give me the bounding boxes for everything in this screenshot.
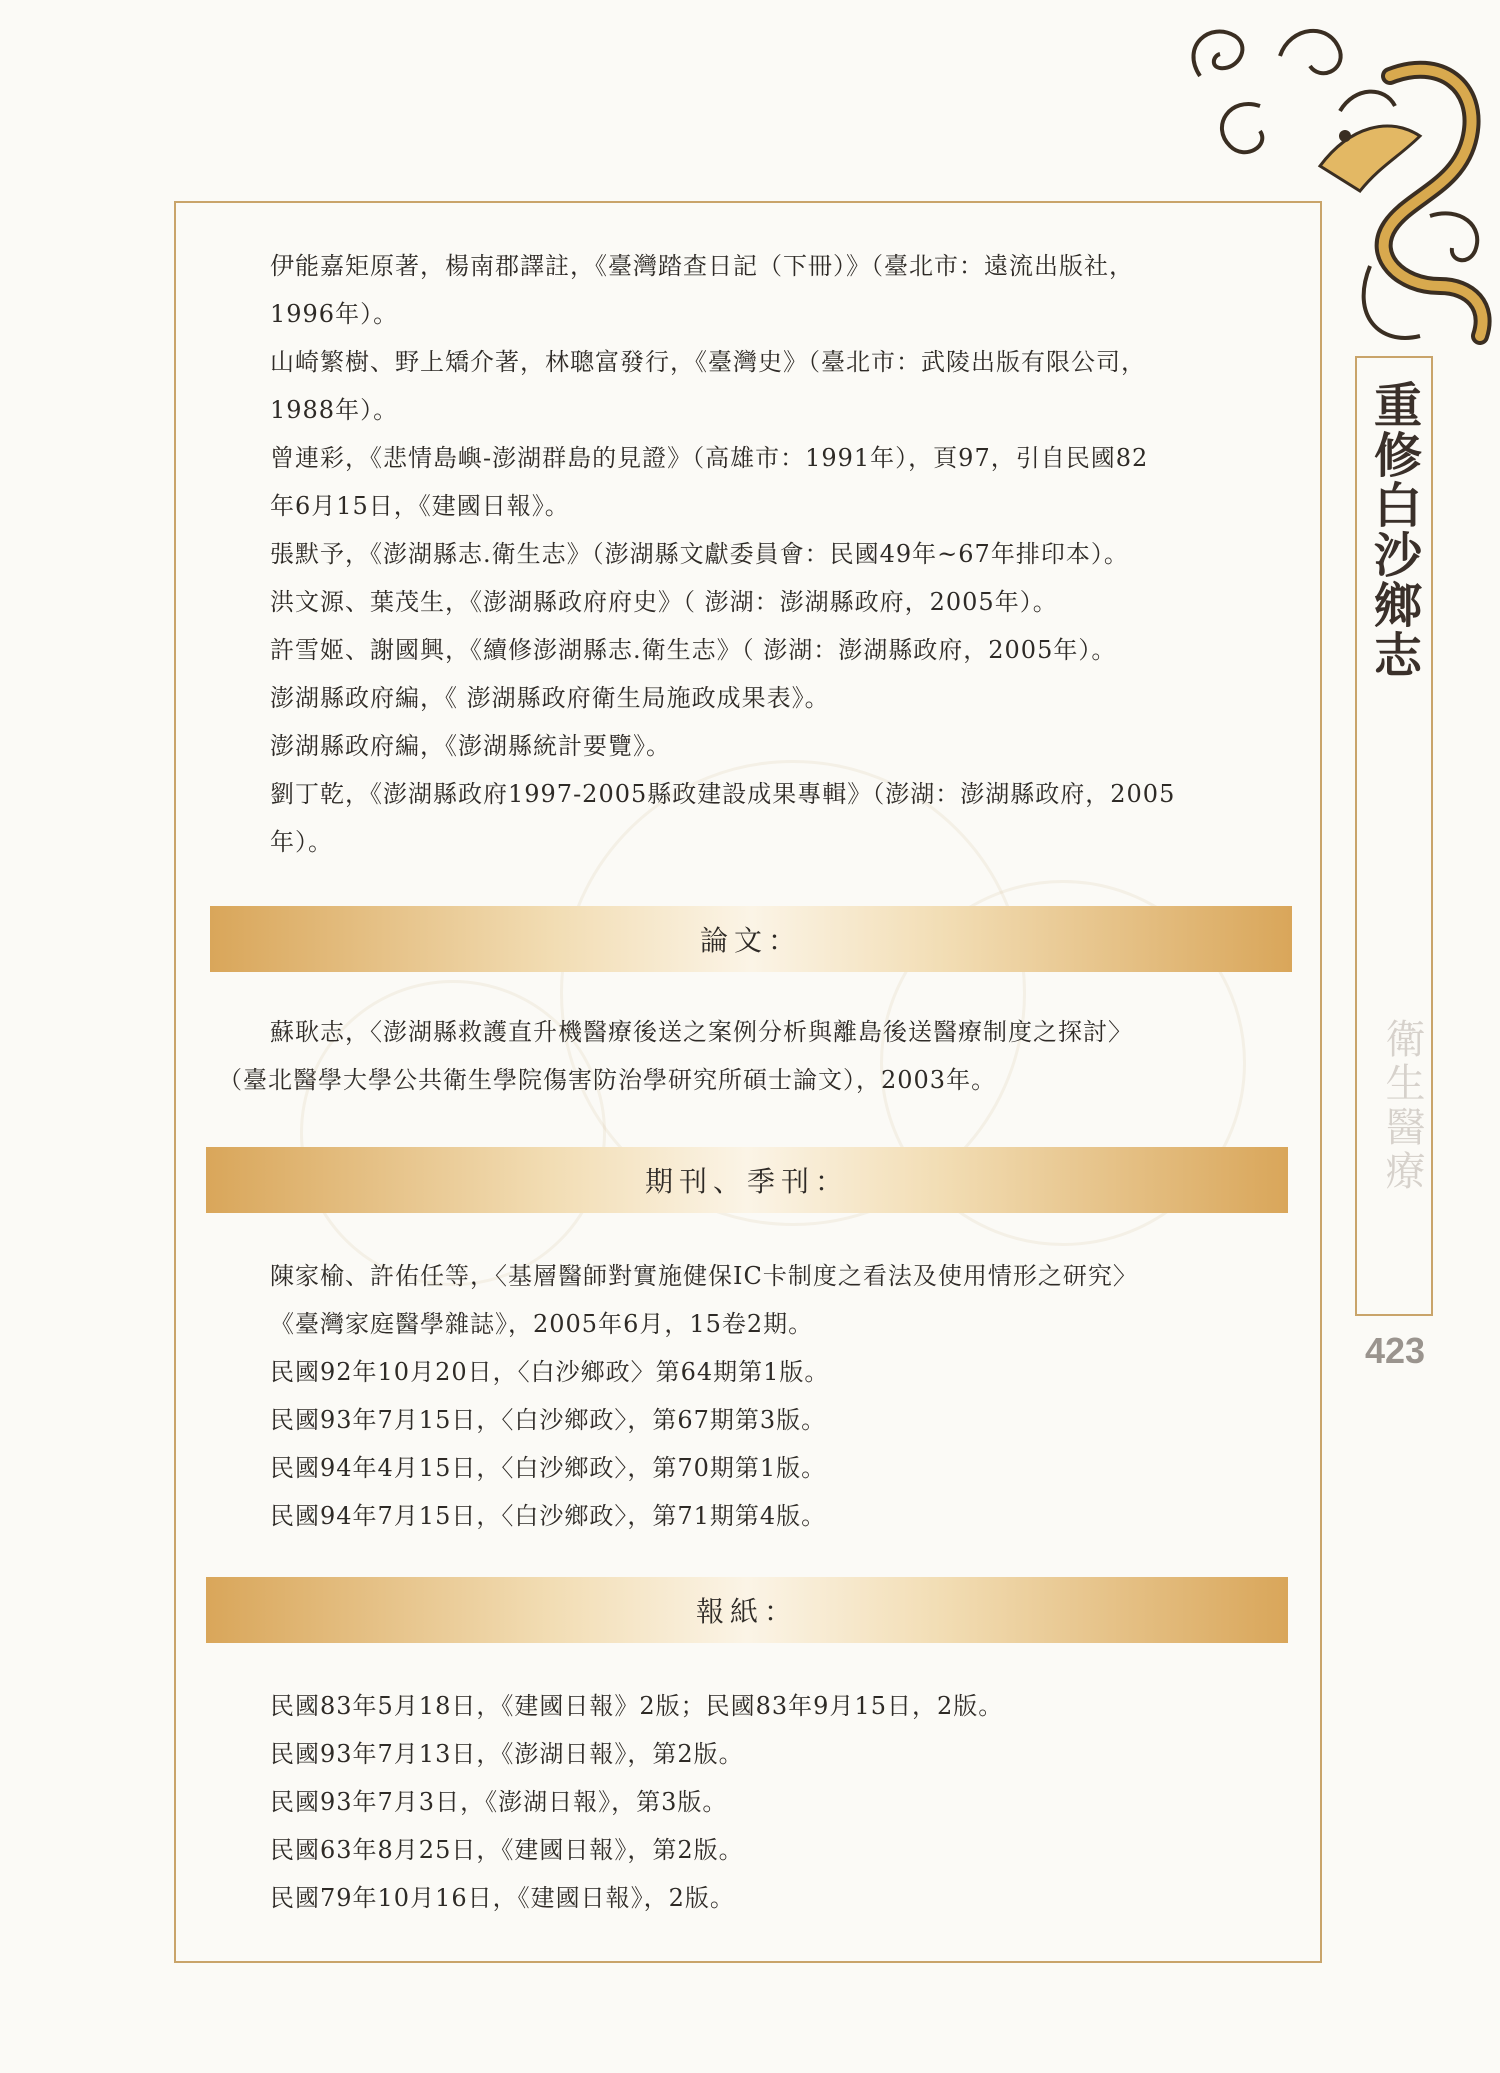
- section-heading-theses: 論文：: [210, 906, 1292, 972]
- book-entry: [270, 434, 1148, 530]
- entry-line: 劉丁乾，《澎湖縣政府1997-2005縣政建設成果專輯》（澎湖：澎湖縣政府，2005: [270, 780, 1176, 808]
- entry-line: 年）。: [270, 828, 333, 856]
- entry-line: 民國79年10月16日，《建國日報》，2版。: [270, 1884, 735, 1912]
- section-heading-newspapers: 報紙：: [206, 1577, 1288, 1643]
- entry-line: 曾連彩，《悲情島嶼-澎湖群島的見證》（高雄市：1991年），頁97，引自民國82: [270, 444, 1149, 472]
- page-number: 423: [1364, 1330, 1426, 1371]
- entry-line: 民國94年4月15日，〈白沙鄉政〉，第70期第1版。: [270, 1454, 827, 1482]
- entry-line: 民國94年7月15日，〈白沙鄉政〉，第71期第4版。: [270, 1502, 827, 1530]
- entry-line: 張默予，《澎湖縣志.衛生志》（澎湖縣文獻委員會：民國49年~67年排印本）。: [270, 540, 1129, 568]
- book-entry: [270, 770, 1175, 866]
- entry-line: 民國83年5月18日，《建國日報》2版；民國83年9月15日，2版。: [270, 1692, 1004, 1720]
- entry-line: 洪文源、葉茂生，《澎湖縣政府府史》（ 澎湖：澎湖縣政府，2005年）。: [270, 588, 1058, 616]
- entry-line: 伊能嘉矩原著，楊南郡譯註，《臺灣踏查日記（下冊）》（臺北市：遠流出版社，: [270, 252, 1134, 280]
- entry-line: 《臺灣家庭醫學雜誌》，2005年6月，15卷2期。: [270, 1310, 814, 1338]
- entry-line: 蘇耿志，〈澎湖縣救護直升機醫療後送之案例分析與離島後送醫療制度之探討〉: [270, 1018, 1133, 1046]
- dragon-ornament-icon: [1140, 16, 1500, 356]
- periodical-entry: [270, 1348, 829, 1396]
- entry-line: 民國93年7月15日，〈白沙鄉政〉，第67期第3版。: [270, 1406, 827, 1434]
- book-entry: [270, 626, 1116, 674]
- entry-line: 年6月15日，《建國日報》。: [270, 492, 570, 520]
- section-heading-periodicals: 期刊、季刊：: [206, 1147, 1288, 1213]
- book-title: 重修白沙鄉志: [1365, 380, 1422, 680]
- entry-line: 民國63年8月25日，《建國日報》，第2版。: [270, 1836, 744, 1864]
- book-entry: [270, 242, 1134, 338]
- newspaper-entry: [270, 1778, 727, 1826]
- entry-line: 民國93年7月3日，《澎湖日報》，第3版。: [270, 1788, 728, 1816]
- book-entry: [270, 530, 1129, 578]
- book-entry: [270, 674, 830, 722]
- entry-line: 澎湖縣政府編，《 澎湖縣政府衛生局施政成果表》。: [270, 684, 830, 712]
- newspaper-entry: [270, 1826, 744, 1874]
- book-entry: [270, 722, 671, 770]
- newspaper-entry: [270, 1730, 744, 1778]
- entry-line: 1996年）。: [270, 300, 399, 328]
- entry-line: 山崎繁樹、野上矯介著，林聰富發行，《臺灣史》（臺北市：武陵出版有限公司，: [270, 348, 1146, 376]
- side-tab: [1355, 356, 1433, 1316]
- newspaper-entry: [270, 1874, 735, 1922]
- entry-line: 民國92年10月20日，〈白沙鄉政〉第64期第1版。: [270, 1358, 830, 1386]
- entry-line: 許雪姬、謝國興，《續修澎湖縣志.衛生志》（ 澎湖：澎湖縣政府，2005年）。: [270, 636, 1117, 664]
- entry-line: 民國93年7月13日，《澎湖日報》，第2版。: [270, 1740, 744, 1768]
- book-entry: [270, 338, 1146, 434]
- periodical-entry: [270, 1444, 826, 1492]
- newspaper-entry: [270, 1682, 1003, 1730]
- entry-line: 澎湖縣政府編，《澎湖縣統計要覽》。: [270, 732, 671, 760]
- book-entry: [270, 578, 1058, 626]
- thesis-entry: [218, 1008, 1133, 1104]
- entry-line: 1988年）。: [270, 396, 399, 424]
- periodical-entry: [270, 1252, 1138, 1348]
- periodical-entry: [270, 1492, 826, 1540]
- chapter-subtitle: 衛生醫療: [1379, 1018, 1425, 1194]
- entry-line: （臺北醫學大學公共衛生學院傷害防治學研究所碩士論文），2003年。: [218, 1066, 997, 1094]
- periodical-entry: [270, 1396, 826, 1444]
- entry-line: 陳家榆、許佑任等，〈基層醫師對實施健保IC卡制度之看法及使用情形之研究〉: [270, 1262, 1138, 1290]
